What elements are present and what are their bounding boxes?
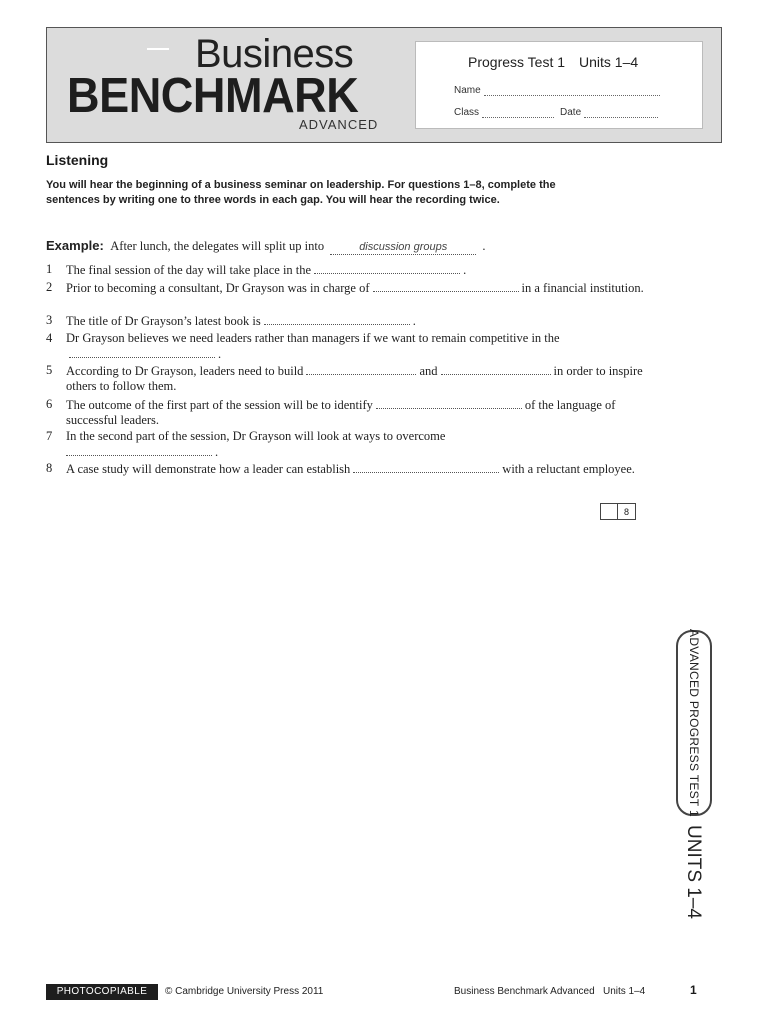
class-label: Class: [454, 107, 480, 118]
class-input-line[interactable]: [482, 107, 554, 118]
answer-gap-1[interactable]: [314, 262, 460, 274]
example-sentence: [46, 238, 485, 255]
question-number: 1: [46, 262, 53, 276]
answer-gap-4[interactable]: [69, 346, 215, 358]
photocopiable-badge: PHOTOCOPIABLE: [46, 984, 158, 1000]
question-text: The final session of the day will take place in the: [66, 263, 312, 277]
question-7: [46, 429, 646, 460]
test-units-text: Units 1–4: [579, 54, 639, 70]
question-number: 3: [46, 313, 53, 327]
question-text: Dr Grayson believes we need leaders rather than managers if we want to remain competitive in the: [66, 331, 560, 345]
answer-gap-2[interactable]: [373, 280, 519, 292]
test-title-text: Progress Test 1: [468, 54, 566, 70]
question-text: The outcome of the first part of the session will be to identify: [66, 398, 373, 412]
date-label: Date: [560, 107, 582, 118]
instructions: You will hear the beginning of a business seminar on leadership. For questions 1–8, complete the sentences by writing one to three words in each gap. You will hear the recording twice.: [46, 179, 556, 206]
brand-benchmark-text: BENCHMARK: [67, 69, 359, 123]
brand-advanced-text: ADVANCED: [299, 117, 379, 132]
footer-book-title: [454, 986, 645, 997]
question-6: [46, 397, 646, 428]
question-8: [46, 461, 646, 477]
page-header: [46, 27, 722, 143]
copyright-text: © Cambridge University Press 2011: [165, 986, 324, 997]
date-input-line[interactable]: [584, 107, 658, 118]
question-text-after: .: [215, 445, 219, 459]
question-text: In the second part of the session, Dr Grayson will look at ways to overcome: [66, 429, 446, 443]
question-text-after: in order to inspire others to follow them.: [66, 364, 643, 393]
brand-decoration: [147, 48, 169, 50]
question-text: According to Dr Grayson, leaders need to build: [66, 364, 304, 378]
footer-units: Units 1–4: [602, 986, 646, 997]
question-text: Prior to becoming a consultant, Dr Grayson was in charge of: [66, 281, 370, 295]
question-number: 5: [46, 363, 53, 377]
answer-gap-5a[interactable]: [306, 363, 416, 375]
question-text-after: .: [412, 314, 416, 328]
question-text: The title of Dr Grayson’s latest book is: [66, 314, 261, 328]
question-text-after: .: [218, 347, 222, 361]
score-box: [600, 503, 636, 520]
question-2: [46, 280, 646, 296]
question-text-middle: and: [419, 364, 438, 378]
name-field-row: [454, 85, 660, 96]
example-text-before: After lunch, the delegates will split up into: [110, 239, 325, 253]
question-number: 4: [46, 331, 53, 345]
question-text-after: .: [463, 263, 467, 277]
test-title: [468, 54, 638, 70]
answer-gap-8[interactable]: [353, 461, 499, 473]
question-1: [46, 262, 646, 278]
question-text-after: in a financial institution.: [521, 281, 644, 295]
name-input-line[interactable]: [484, 85, 660, 96]
test-info-box: [415, 41, 703, 129]
page-number: 1: [690, 983, 697, 997]
score-total: 8: [618, 503, 636, 520]
question-4: [46, 331, 646, 362]
brand-business-text: Business: [195, 32, 354, 76]
side-tab-label: ADVANCED PROGRESS TEST 1: [687, 629, 701, 817]
name-label: Name: [454, 85, 481, 96]
answer-gap-3[interactable]: [264, 313, 410, 325]
question-number: 6: [46, 397, 53, 411]
answer-gap-5b[interactable]: [441, 363, 551, 375]
answer-gap-7[interactable]: [66, 444, 212, 456]
question-text-after: of the language of successful leaders.: [66, 398, 616, 427]
class-date-row: [454, 107, 658, 118]
question-number: 2: [46, 280, 53, 294]
side-units-label: UNITS 1–4: [683, 825, 704, 919]
question-number: 7: [46, 429, 53, 443]
question-5: [46, 363, 646, 394]
example-answer: discussion groups: [330, 240, 476, 255]
section-title: Listening: [46, 152, 109, 168]
side-tab: [676, 630, 712, 816]
answer-gap-6[interactable]: [376, 397, 522, 409]
book-title: Business Benchmark Advanced: [454, 986, 595, 997]
question-text: A case study will demonstrate how a leader can establish: [66, 462, 351, 476]
question-text-after: with a reluctant employee.: [502, 462, 635, 476]
question-3: [46, 313, 646, 329]
score-input-cell[interactable]: [600, 503, 618, 520]
question-number: 8: [46, 461, 53, 475]
example-text-after: .: [482, 239, 486, 253]
example-label: Example:: [46, 238, 104, 253]
